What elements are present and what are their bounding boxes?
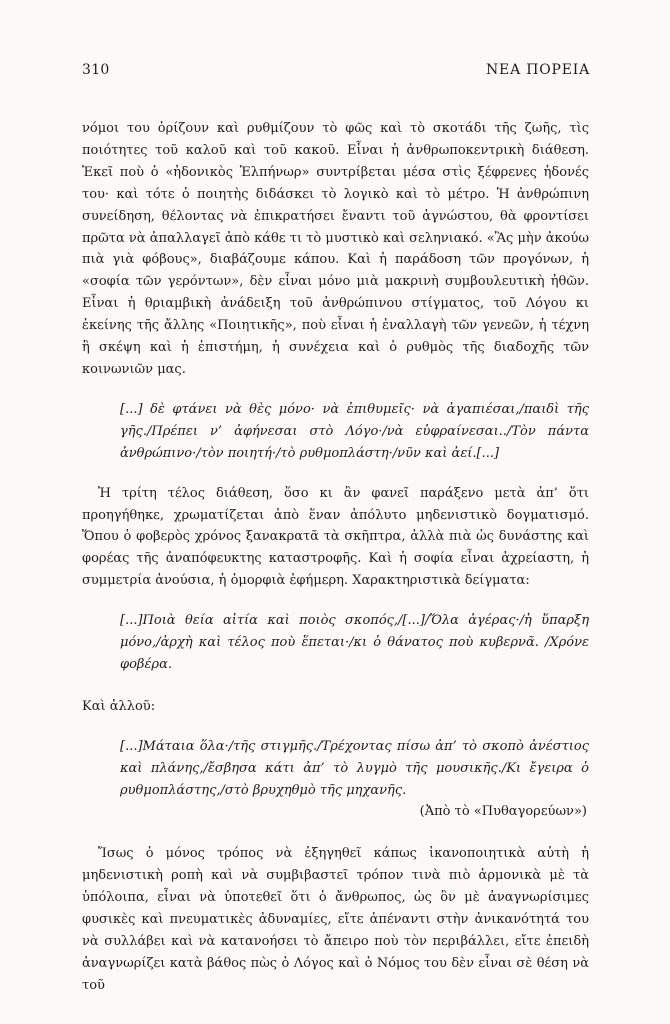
page-body (82, 118, 589, 997)
quotation-1: [...] δὲ φτάνει νὰ θὲς μόνο· νὰ ἐπιθυμεῖς· νὰ ἀγαπιέσαι,/παιδὶ τῆς γῆς./Πρέπει ν’ ἀφήνεσαι στὸ Λόγο·/νὰ εὐφραίνεσαι../Τὸν πάντα ἀνθρώπινο·/τὸν ποιητή·/τὸ ρυθμοπλάστη·/νῦν καὶ ἀεί.[...] (120, 401, 589, 461)
page-number: 310 (82, 62, 110, 78)
paragraph-4: Ἴσως ὁ μόνος τρόπος νὰ ἐξηγηθεῖ κάπως ἱκανοποιητικὰ αὐτὴ ἡ μηδενιστικὴ ροπὴ καὶ νὰ συμβιβαστεῖ τρόπον τινὰ πιὸ ἁρμονικὰ μὲ τὰ ὑπόλοιπα, εἶναι νὰ ὑποτεθεῖ ὅτι ὁ ἄνθρωπος, ὡς ὂν μὲ ἀναγνωρίσιμες φυσικὲς καὶ πνευματικὲς ἀδυναμίες, εἴτε ἀπέναντι στὴν ἀνικανότητά του νὰ συλλάβει καὶ νὰ κατανοήσει τὸ ἄπειρο ποὺ τὸν περιβάλλει, εἴτε ἐπειδὴ ἀναγνωρίζει κατὰ βάθος πὼς ὁ Λόγος καὶ ὁ Νόμος του δὲν εἶναι σὲ θέση νὰ τοῦ (82, 846, 589, 993)
quotation-3: [...]Μάταια ὅλα·/τῆς στιγμῆς./Τρέχοντας πίσω ἀπ’ τὸ σκοπὸ ἀνέστιος καὶ πλάνης,/ἔσβησα κάτι ἀπ’ τὸ λυγμὸ τῆς μουσικῆς./Κι ἔγειρα ὁ ρυθμοπλάστης,/στὸ βρυχηθμὸ τῆς μηχανῆς. (120, 738, 589, 798)
paragraph-3: Καὶ ἀλλοῦ: (82, 698, 156, 714)
quotation-2: [...]Ποιὰ θεία αἰτία καὶ ποιὸς σκοπός,/[...]/Ὅλα ἀγέρας·/ἡ ὕπαρξη μόνο,/ἀρχὴ καὶ τέλος ποὺ ἕπεται·/κι ὁ θάνατος ποὺ κυβερνᾶ. /Χρόνε φοβέρα. (120, 613, 589, 672)
paragraph-2: Ἡ τρίτη τέλος διάθεση, ὅσο κι ἂν φανεῖ παράξενο μετὰ ἀπ’ ὅτι προηγήθηκε, χρωματίζεται ἀπὸ ἕναν ἀπόλυτο μηδενιστικὸ δογματισμό. Ὅπου ὁ φοβερὸς χρόνος ξανακρατᾶ τὰ σκῆπτρα, ἀλλὰ πιὰ ὡς δυνάστης καὶ φορέας τῆς ἀναπόφευκτης καταστροφῆς. Καὶ ἡ σοφία εἶναι ἀχρείαστη, ἡ συμμετρία ἀνούσια, ἡ ὀμορφιὰ ἐφήμερη. Χαρακτηριστικὰ δείγματα: (82, 485, 589, 589)
running-header (82, 62, 590, 82)
journal-title: ΝΕΑ ΠΟΡΕΙΑ (486, 62, 590, 78)
paragraph-1: νόμοι του ὁρίζουν καὶ ρυθμίζουν τὸ φῶς καὶ τὸ σκοτάδι τῆς ζωῆς, τὶς ποιότητες τοῦ καλοῦ καὶ τοῦ κακοῦ. Εἶναι ἡ ἀνθρωποκεντρικὴ διάθεση. Ἐκεῖ ποὺ ὁ «ἡδονικὸς Ἐλπήνωρ» συντρίβεται μέσα στὶς ξέφρενες ἡδονές του· καὶ τότε ὁ ποιητὴς διδάσκει τὸ λογικὸ καὶ τὸ μέτρο. Ἡ ἀνθρώπινη συνείδηση, θέλοντας νὰ ἐπικρατήσει ἔναντι τοῦ ἀγνώστου, θὰ φροντίσει πρῶτα νὰ ἀπαλλαγεῖ ἀπὸ κάθε τι τὸ μυστικὸ καὶ σεληνιακό. «Ἂς μὴν ἀκούω πιὰ γιὰ φόβους», διαβάζουμε κάπου. Καὶ ἡ παράδοση τῶν προγόνων, ἡ «σοφία τῶν γερόντων», δὲν εἶναι μόνο μιὰ μακρινὴ συμβουλευτικὴ ἠθῶν. Εἶναι ἡ θριαμβικὴ ἀνάδειξη τοῦ ἀνθρώπινου στίγματος, τοῦ Λόγου κι ἐκείνης τῆς ἄλλης «Ποιητικῆς», ποὺ εἶναι ἡ ἐναλλαγὴ τῶν γενεῶν, ἡ τέχνη ἢ σκέψη καὶ ἡ ἐπιστήμη, ἡ συνέχεια καὶ ὁ ρυθμὸς τῆς διαδοχῆς τῶν κοινωνιῶν μας. (82, 121, 589, 377)
quotation-3-source: (Ἀπὸ τὸ «Πυθαγορεύων») (419, 804, 587, 820)
